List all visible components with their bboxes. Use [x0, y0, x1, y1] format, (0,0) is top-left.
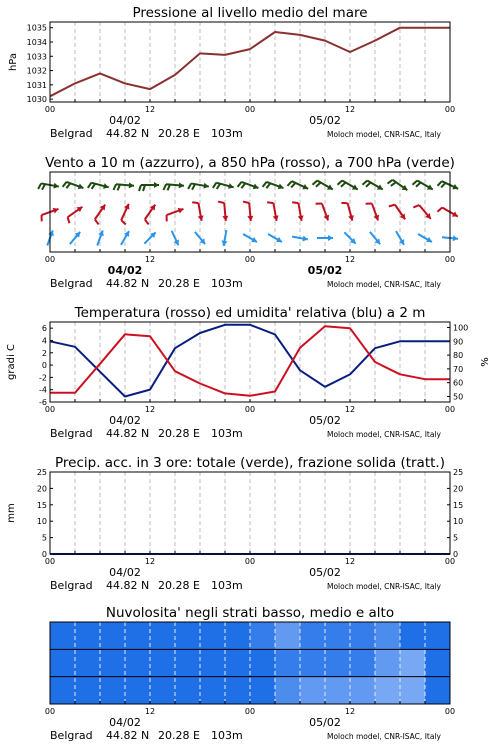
pressure-ytick-label: 1031 — [27, 81, 47, 90]
wind-barb-feather — [192, 202, 198, 203]
wind-barb-feather — [95, 219, 99, 224]
clouds-cell — [350, 677, 376, 704]
wind-barb-head — [129, 182, 134, 188]
wind-barb — [114, 182, 134, 190]
clouds-cell — [275, 677, 301, 704]
clouds-xtick-label: 00 — [245, 707, 255, 716]
pressure-date-label: 04/02 — [109, 114, 141, 127]
precip-date-label: 05/02 — [309, 566, 341, 579]
wind-barb-feather — [389, 205, 395, 207]
wind-barb-feather — [118, 185, 121, 191]
wind-xtick-label: 12 — [345, 255, 355, 264]
temp-rh-ytick-left-label: 2 — [42, 349, 47, 358]
clouds-cell — [400, 649, 426, 676]
wind-barb-head — [154, 182, 159, 188]
precip-title: Precip. acc. in 3 ore: totale (verde), frazione solida (tratt.) — [55, 455, 445, 471]
wind-barb — [316, 204, 330, 221]
clouds-cell — [150, 622, 176, 649]
temp-rh-xtick-label: 00 — [245, 405, 255, 414]
temp-rh-xtick-label: 12 — [345, 405, 355, 414]
wind-barb-feather — [391, 182, 396, 186]
precip-date-label: 04/02 — [109, 566, 141, 579]
clouds-xtick-label: 00 — [445, 707, 455, 716]
wind-barb-feather — [416, 183, 421, 187]
clouds-title: Nuvolosita' negli strati basso, medio e alto — [106, 605, 394, 621]
pressure-ytick-label: 1034 — [27, 38, 47, 47]
precip-station-name: Belgrad — [50, 579, 93, 592]
clouds-cell — [275, 649, 301, 676]
clouds-cell — [425, 677, 451, 704]
temp-rh-station-name: Belgrad — [50, 427, 93, 440]
precip-xtick-label: 00 — [45, 557, 55, 566]
clouds-cell — [300, 649, 326, 676]
wind-barb-feather — [291, 183, 295, 188]
wind-barb-feather — [292, 202, 298, 203]
clouds-cell — [275, 622, 301, 649]
pressure-station-lon: 20.28 E — [158, 127, 200, 140]
wind-barb — [88, 183, 109, 189]
clouds-station-elev: 103m — [211, 729, 243, 742]
clouds-cell — [175, 622, 201, 649]
wind-barb-feather — [66, 183, 70, 188]
precip-frame — [50, 472, 450, 554]
temp-rh-date-label: 05/02 — [309, 414, 341, 427]
temp-rh-ylabel-left: gradi C — [6, 344, 17, 380]
wind-barb — [172, 231, 179, 246]
precip-ytick-left-label: 0 — [42, 550, 47, 559]
wind-xtick-label: 00 — [445, 255, 455, 264]
wind-barb-feather — [38, 183, 41, 189]
wind-xtick-label: 00 — [45, 255, 55, 264]
clouds-cell — [225, 649, 251, 676]
wind-barb-head — [222, 216, 228, 221]
clouds-cell — [75, 649, 101, 676]
precip-ytick-left-label: 5 — [42, 534, 47, 543]
precip-ytick-right-label: 25 — [453, 468, 463, 477]
wind-panel — [38, 155, 458, 290]
clouds-cell — [350, 649, 376, 676]
clouds-cell — [250, 622, 276, 649]
temp-rh-title: Temperatura (rosso) ed umidita' relativa (blu) a 2 m — [74, 305, 426, 321]
wind-barb-feather — [441, 183, 445, 188]
clouds-station-name: Belgrad — [50, 729, 93, 742]
wind-barb-feather — [68, 217, 70, 223]
wind-barb — [366, 204, 380, 221]
clouds-date-label: 05/02 — [309, 716, 341, 729]
wind-barb — [63, 182, 84, 189]
clouds-cell — [175, 649, 201, 676]
wind-barb — [97, 230, 104, 245]
temp-rh-credit: Moloch model, CNR-ISAC, Italy — [327, 430, 442, 439]
clouds-cell — [125, 649, 151, 676]
clouds-cell — [125, 622, 151, 649]
wind-barb-feather — [341, 183, 346, 187]
wind-barb-feather — [241, 183, 245, 188]
wind-barb — [362, 181, 382, 190]
precip-panel — [6, 455, 463, 592]
wind-barb — [218, 202, 228, 221]
wind-barb-feather — [217, 184, 220, 189]
clouds-cell — [150, 649, 176, 676]
wind-barb — [287, 181, 308, 189]
temp-rh-xtick-label: 00 — [45, 405, 55, 414]
clouds-panel — [45, 605, 455, 742]
wind-barb-feather — [168, 185, 171, 191]
temp-rh-ylabel-right: % — [480, 357, 491, 367]
wind-barb — [337, 181, 357, 190]
pressure-ytick-label: 1032 — [27, 67, 47, 76]
clouds-station-lat: 44.82 N — [106, 729, 149, 742]
wind-barb-feather — [218, 202, 224, 203]
precip-ytick-right-label: 0 — [453, 550, 458, 559]
clouds-cell — [300, 622, 326, 649]
clouds-cell — [75, 677, 101, 704]
clouds-cell — [425, 622, 451, 649]
precip-xtick-label: 00 — [445, 557, 455, 566]
pressure-credit: Moloch model, CNR-ISAC, Italy — [327, 130, 442, 139]
clouds-xtick-label: 00 — [45, 707, 55, 716]
clouds-cell — [400, 622, 426, 649]
clouds-cell — [325, 649, 351, 676]
precip-station-lat: 44.82 N — [106, 579, 149, 592]
pressure-xtick-label: 12 — [345, 105, 355, 114]
clouds-cell — [300, 677, 326, 704]
temp-rh-ytick-left-label: -4 — [39, 386, 47, 395]
wind-barb — [192, 202, 203, 221]
pressure-station-lat: 44.82 N — [106, 127, 149, 140]
precip-ytick-left-label: 10 — [37, 517, 47, 526]
temp-rh-station-lon: 20.28 E — [158, 427, 200, 440]
pressure-station-elev: 103m — [211, 127, 243, 140]
wind-barb-feather — [164, 184, 167, 190]
wind-barb-feather — [267, 202, 273, 203]
clouds-cell — [150, 677, 176, 704]
wind-barb — [195, 232, 205, 244]
clouds-date-label: 04/02 — [109, 716, 141, 729]
wind-barb-feather — [413, 205, 419, 207]
wind-barb — [263, 182, 284, 189]
temp-rh-xtick-label: 00 — [445, 405, 455, 414]
clouds-cell — [50, 677, 76, 704]
pressure-xtick-label: 00 — [245, 105, 255, 114]
wind-barb — [164, 182, 184, 190]
wind-barb-head — [247, 216, 253, 221]
wind-barb-feather — [88, 183, 91, 188]
wind-barb-head — [328, 235, 333, 241]
wind-barb-feather — [188, 183, 191, 189]
clouds-cell — [225, 622, 251, 649]
wind-barb — [188, 183, 209, 190]
wind-barb — [437, 208, 457, 217]
clouds-cell — [100, 622, 126, 649]
temp-rh-station-lat: 44.82 N — [106, 427, 149, 440]
clouds-cell — [100, 649, 126, 676]
clouds-cell — [250, 649, 276, 676]
pressure-ytick-label: 1033 — [27, 52, 47, 61]
clouds-cell — [325, 677, 351, 704]
clouds-cell — [425, 649, 451, 676]
clouds-xtick-label: 12 — [345, 707, 355, 716]
clouds-cell — [375, 649, 401, 676]
wind-barb — [267, 202, 278, 221]
temp-rh-ytick-right-label: 80 — [453, 351, 463, 360]
clouds-cell — [225, 677, 251, 704]
temp-rh-panel — [6, 305, 491, 440]
clouds-credit: Moloch model, CNR-ISAC, Italy — [327, 732, 442, 741]
pressure-date-label: 05/02 — [309, 114, 341, 127]
pressure-xtick-label: 12 — [145, 105, 155, 114]
wind-barb — [47, 230, 54, 245]
precip-ytick-right-label: 15 — [453, 501, 463, 510]
temp-rh-ytick-left-label: -2 — [39, 373, 47, 382]
wind-barb-feather — [312, 181, 317, 185]
wind-barb-head — [179, 182, 184, 188]
precip-ytick-right-label: 20 — [453, 484, 463, 493]
wind-barb-feather — [145, 219, 149, 224]
pressure-ytick-label: 1030 — [27, 95, 47, 104]
clouds-cell — [325, 622, 351, 649]
clouds-cell — [375, 622, 401, 649]
pressure-ylabel: hPa — [8, 53, 19, 71]
wind-barb — [437, 181, 458, 189]
pressure-xtick-label: 00 — [45, 105, 55, 114]
temp-rh-ytick-right-label: 50 — [453, 392, 463, 401]
clouds-cell — [350, 622, 376, 649]
wind-barb — [238, 182, 259, 189]
wind-barb — [213, 183, 234, 189]
precip-xtick-label: 12 — [345, 557, 355, 566]
wind-xtick-label: 00 — [245, 255, 255, 264]
clouds-cell — [200, 677, 226, 704]
precip-ylabel: mm — [6, 503, 17, 522]
precip-xtick-label: 00 — [245, 557, 255, 566]
wind-barb — [388, 180, 408, 190]
temp-rh-ytick-right-label: 100 — [453, 324, 468, 333]
wind-barb-feather — [42, 184, 45, 190]
wind-barb — [222, 230, 228, 246]
temp-rh-ytick-left-label: 6 — [42, 324, 47, 333]
precip-ytick-left-label: 25 — [37, 468, 47, 477]
temp-rh-ytick-left-label: 0 — [42, 361, 47, 370]
pressure-title: Pressione al livello medio del mare — [132, 5, 367, 21]
temp-rh-xtick-label: 12 — [145, 405, 155, 414]
temp-rh-ytick-right-label: 70 — [453, 365, 463, 374]
wind-barb-feather — [337, 181, 342, 185]
wind-barb-feather — [437, 208, 442, 212]
wind-barb — [341, 203, 354, 221]
wind-xtick-label: 12 — [145, 255, 155, 264]
wind-barb-feather — [412, 181, 417, 185]
precip-xtick-label: 12 — [145, 557, 155, 566]
wind-barb — [292, 202, 303, 221]
precip-ytick-left-label: 20 — [37, 484, 47, 493]
wind-barb-feather — [437, 181, 441, 186]
temp-rh-ytick-left-label: 4 — [42, 336, 47, 345]
wind-barb-feather — [263, 182, 267, 187]
temp-rh-frame — [50, 322, 450, 402]
wind-barb — [413, 205, 430, 219]
clouds-cell — [175, 677, 201, 704]
wind-barb-head — [453, 235, 458, 241]
clouds-cell — [125, 677, 151, 704]
wind-barb — [344, 232, 355, 243]
clouds-cell — [75, 622, 101, 649]
wind-station-elev: 103m — [211, 277, 243, 290]
wind-barb-feather — [362, 181, 367, 185]
wind-barb-feather — [213, 183, 216, 188]
wind-station-lon: 20.28 E — [158, 277, 200, 290]
wind-station-name: Belgrad — [50, 277, 93, 290]
wind-title: Vento a 10 m (azzurro), a 850 hPa (rosso), a 700 hPa (verde) — [45, 155, 455, 171]
clouds-cell — [50, 649, 76, 676]
pressure-panel — [8, 5, 455, 140]
wind-date-label: 04/02 — [108, 264, 143, 277]
clouds-cell — [100, 677, 126, 704]
wind-credit: Moloch model, CNR-ISAC, Italy — [327, 280, 442, 289]
wind-barb-feather — [139, 185, 141, 191]
pressure-ytick-label: 1035 — [27, 24, 47, 33]
wind-station-lat: 44.82 N — [106, 277, 149, 290]
wind-barb-feather — [316, 183, 321, 187]
wind-barb-feather — [287, 181, 291, 186]
temp-rh-station-elev: 103m — [211, 427, 243, 440]
wind-barb-feather — [243, 202, 249, 203]
precip-station-lon: 20.28 E — [158, 579, 200, 592]
clouds-cell — [200, 649, 226, 676]
temp-rh-ytick-right-label: 60 — [453, 379, 463, 388]
wind-barb — [243, 202, 253, 221]
clouds-xtick-label: 12 — [145, 707, 155, 716]
wind-barb — [412, 181, 432, 190]
wind-barb-feather — [92, 184, 95, 189]
clouds-station-lon: 20.28 E — [158, 729, 200, 742]
temp-rh-date-label: 04/02 — [109, 414, 141, 427]
clouds-cell — [250, 677, 276, 704]
precip-station-elev: 103m — [211, 579, 243, 592]
pressure-frame — [50, 22, 450, 102]
clouds-cell — [375, 677, 401, 704]
temp-rh-ytick-right-label: 90 — [453, 337, 463, 346]
wind-barb-feather — [114, 184, 117, 190]
temp-rh-ytick-left-label: -6 — [39, 398, 47, 407]
wind-barb-feather — [388, 180, 393, 184]
pressure-station-name: Belgrad — [50, 127, 93, 140]
wind-barb — [389, 205, 405, 220]
wind-barb-feather — [192, 184, 195, 190]
precip-ytick-right-label: 10 — [453, 517, 463, 526]
clouds-cell — [200, 622, 226, 649]
wind-barb — [144, 232, 155, 243]
clouds-cell — [400, 677, 426, 704]
wind-barb — [139, 182, 159, 191]
wind-barb — [38, 183, 59, 190]
precip-ytick-right-label: 5 — [453, 534, 458, 543]
wind-barb-feather — [366, 183, 371, 187]
wind-date-label: 05/02 — [308, 264, 343, 277]
wind-barb-feather — [266, 183, 270, 188]
precip-ytick-left-label: 15 — [37, 501, 47, 510]
wind-barb — [312, 181, 332, 190]
pressure-xtick-label: 00 — [445, 105, 455, 114]
wind-barb — [370, 232, 380, 244]
wind-barb-feather — [238, 182, 242, 187]
clouds-cell — [50, 622, 76, 649]
precip-credit: Moloch model, CNR-ISAC, Italy — [327, 582, 442, 591]
wind-barb-feather — [63, 182, 67, 187]
